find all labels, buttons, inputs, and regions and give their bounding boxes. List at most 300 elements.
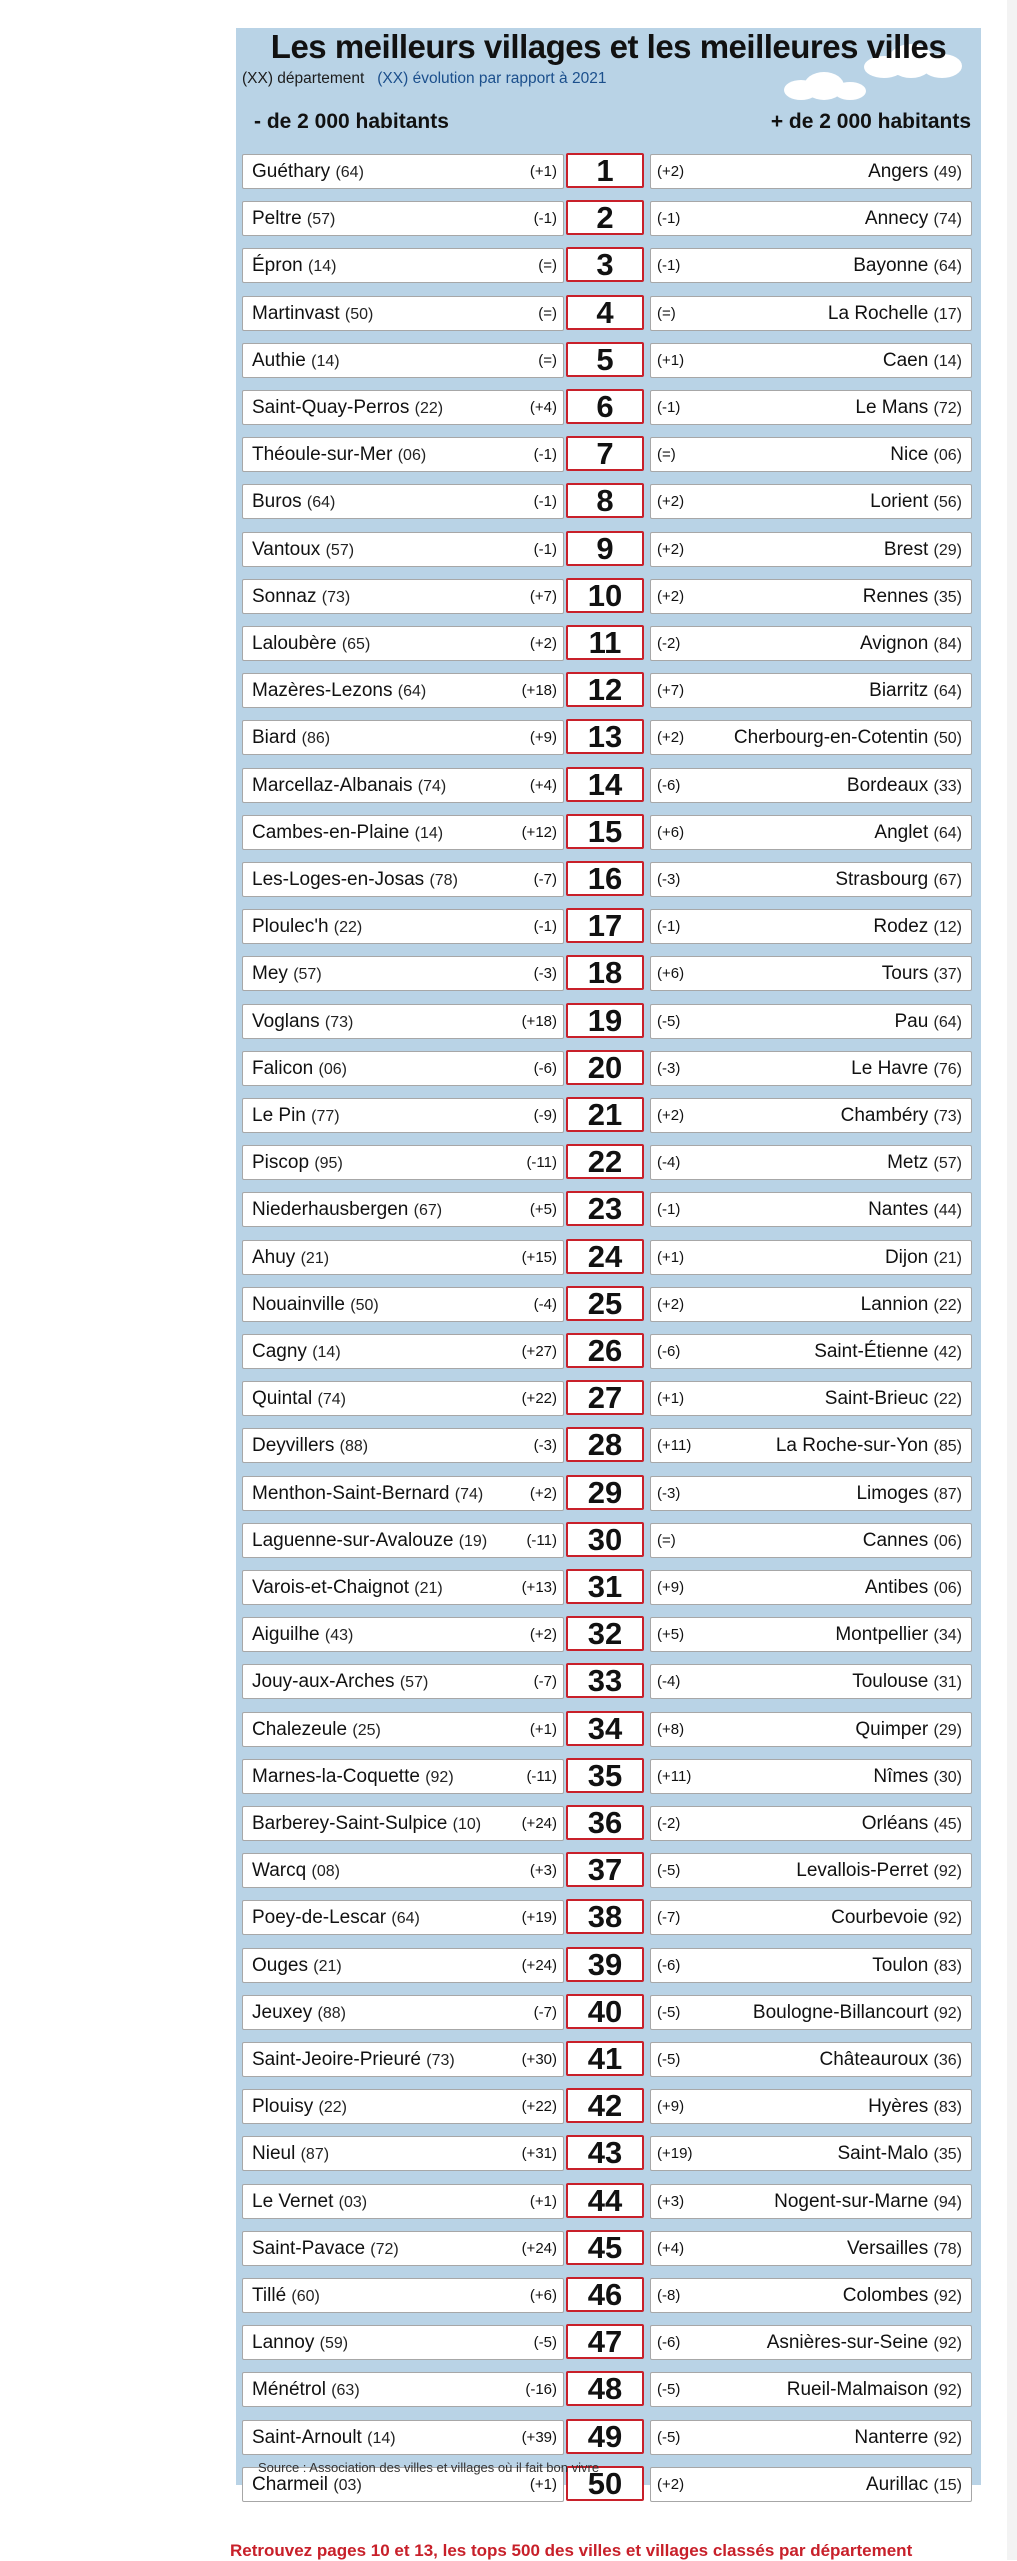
city-evolution: (=) — [657, 304, 676, 322]
page-title: Les meilleurs villages et les meilleures villes — [270, 28, 947, 65]
city-name-line — [787, 2373, 962, 2407]
city-name-line — [819, 2043, 962, 2077]
rank-number: 9 — [566, 531, 644, 566]
village-cell — [242, 1240, 564, 1275]
city-name: Metz — [887, 1152, 929, 1174]
village-name-line — [252, 155, 364, 189]
city-cell — [650, 1240, 972, 1275]
village-name-line — [252, 1618, 353, 1652]
village-cell — [242, 1712, 564, 1747]
header-cities: + de 2 000 habitants — [770, 110, 971, 133]
village-name-line — [252, 533, 354, 567]
city-cell — [650, 1712, 972, 1747]
city-department: (74) — [933, 211, 962, 229]
city-cell — [650, 1051, 972, 1086]
city-name-line — [884, 533, 962, 567]
city-department: (87) — [933, 1485, 962, 1503]
village-name: Cambes-en-Plaine — [252, 821, 410, 843]
rank-number: 18 — [566, 955, 644, 990]
city-name-line — [865, 1571, 962, 1605]
city-evolution: (+1) — [657, 1390, 685, 1408]
rank-number: 39 — [566, 1947, 644, 1982]
city-department: (92) — [933, 2004, 962, 2022]
village-cell — [242, 1098, 564, 1133]
village-evolution: (+30) — [521, 2051, 557, 2068]
city-name: Cherbourg-en-Cotentin — [733, 727, 929, 749]
village-cell — [242, 1381, 564, 1416]
city-evolution: (-5) — [657, 2428, 681, 2446]
village-evolution: (-11) — [526, 1531, 557, 1549]
village-department: (03) — [333, 2476, 362, 2494]
rank-number: 49 — [566, 2419, 644, 2454]
rank-number: 42 — [566, 2088, 644, 2123]
city-name-line — [861, 1288, 962, 1322]
village-name-line — [252, 1477, 483, 1511]
village-cell — [242, 909, 564, 944]
city-name-line — [847, 769, 962, 803]
city-cell — [650, 1617, 972, 1652]
city-name-line — [831, 1901, 962, 1935]
village-department: (72) — [370, 2240, 399, 2258]
city-evolution: (=) — [657, 446, 676, 464]
village-cell — [242, 1476, 564, 1511]
village-name-line — [252, 627, 370, 661]
rank-number: 23 — [566, 1191, 644, 1226]
village-name-line — [252, 863, 458, 897]
city-evolution: (+5) — [657, 1626, 685, 1644]
ranking-row — [236, 2325, 981, 2360]
city-name: Tours — [881, 963, 929, 985]
village-cell — [242, 1806, 564, 1841]
city-name: Boulogne-Billancourt — [752, 2001, 929, 2023]
city-name: Cannes — [862, 1529, 929, 1551]
village-department: (14) — [414, 824, 444, 842]
rank-number: 20 — [566, 1050, 644, 1085]
city-cell — [650, 1287, 972, 1322]
city-department: (50) — [933, 730, 962, 748]
city-cell — [650, 1381, 972, 1416]
village-evolution: (-5) — [533, 2334, 557, 2352]
city-evolution: (-6) — [657, 1343, 681, 1360]
city-name-line — [814, 1335, 962, 1369]
village-name: Épron — [252, 255, 303, 277]
city-cell — [650, 2136, 972, 2171]
ranking-row — [236, 1523, 981, 1558]
village-name-line — [252, 1854, 340, 1888]
village-name-line — [252, 1760, 454, 1794]
city-name: Lorient — [870, 491, 929, 513]
city-evolution: (-1) — [657, 210, 681, 228]
village-evolution: (=) — [538, 351, 557, 369]
village-name: Nouainville — [252, 1293, 345, 1315]
village-department: (57) — [293, 966, 322, 984]
city-name-line — [894, 1005, 962, 1039]
village-name: Falicon — [252, 1057, 314, 1079]
city-name: Lannion — [860, 1293, 929, 1315]
city-evolution: (+2) — [657, 729, 685, 747]
rank-number: 33 — [566, 1663, 644, 1698]
city-cell — [650, 2467, 972, 2502]
city-cell — [650, 2089, 972, 2124]
village-department: (10) — [452, 1816, 482, 1833]
city-evolution: (-5) — [657, 2051, 681, 2068]
city-cell — [650, 532, 972, 567]
village-cell — [242, 1334, 564, 1369]
city-cell — [650, 201, 972, 236]
city-name-line — [825, 1382, 962, 1416]
village-evolution: (-4) — [533, 1295, 557, 1313]
village-name-line — [252, 2137, 329, 2171]
village-department: (22) — [414, 400, 444, 417]
city-department: (72) — [933, 400, 962, 417]
village-name-line — [252, 391, 443, 425]
village-name: Saint-Jeoire-Prieuré — [252, 2049, 421, 2070]
city-department: (06) — [933, 1580, 962, 1597]
city-evolution: (+6) — [657, 965, 685, 983]
village-cell — [242, 815, 564, 850]
rank-number: 47 — [566, 2324, 644, 2359]
rank-number: 14 — [566, 767, 644, 802]
rank-number: 40 — [566, 1994, 644, 2029]
city-evolution: (-5) — [657, 1862, 681, 1880]
city-name-line — [883, 344, 962, 378]
ranking-row — [236, 579, 981, 614]
village-cell — [242, 1853, 564, 1888]
ranking-row — [236, 532, 981, 567]
village-department: (08) — [311, 1863, 340, 1881]
city-department: (64) — [933, 258, 962, 276]
city-department: (64) — [933, 1013, 962, 1031]
city-name-line — [885, 1241, 962, 1275]
city-evolution: (+1) — [657, 351, 685, 369]
village-name-line — [252, 957, 322, 991]
village-evolution: (+27) — [521, 1343, 557, 1360]
village-name: Cagny — [252, 1341, 307, 1362]
village-name: Niederhausbergen — [252, 1199, 409, 1221]
city-cell — [650, 2325, 972, 2360]
ranking-row — [236, 1428, 981, 1463]
rank-number: 21 — [566, 1097, 644, 1132]
village-name: Saint-Quay-Perros — [252, 397, 410, 418]
village-name-line — [252, 1949, 342, 1983]
city-name: Annecy — [864, 208, 929, 230]
village-cell — [242, 2184, 564, 2219]
city-evolution: (-4) — [657, 1673, 681, 1691]
village-name: Barberey-Saint-Sulpice — [252, 1813, 448, 1834]
village-cell — [242, 768, 564, 803]
city-evolution: (-1) — [657, 257, 681, 275]
village-evolution: (+3) — [529, 1862, 557, 1880]
city-name: Toulouse — [852, 1671, 929, 1693]
city-department: (78) — [933, 2240, 962, 2258]
rank-number: 50 — [566, 2466, 644, 2501]
rank-number: 11 — [566, 625, 644, 660]
city-name-line — [753, 1996, 962, 2030]
village-name: Nieul — [252, 2143, 296, 2165]
city-department: (22) — [933, 1391, 962, 1409]
village-department: (73) — [324, 1013, 354, 1031]
village-name-line — [252, 1241, 329, 1275]
city-cell — [650, 956, 972, 991]
village-name-line — [252, 1099, 340, 1133]
village-evolution: (+4) — [529, 399, 557, 416]
city-evolution: (-1) — [657, 918, 681, 936]
city-evolution: (-6) — [657, 2334, 681, 2352]
city-evolution: (+8) — [657, 1720, 685, 1738]
footer-note: Retrouvez pages 10 et 13, les tops 500 des villes et villages classés par département — [230, 2541, 913, 2560]
city-name: Anglet — [874, 821, 929, 843]
city-department: (76) — [933, 1060, 962, 1078]
village-department: (50) — [344, 305, 374, 323]
village-name: Charmeil — [252, 2473, 329, 2495]
village-evolution: (-3) — [533, 1437, 557, 1455]
ranking-row — [236, 2089, 981, 2124]
city-name: Orléans — [861, 1813, 929, 1834]
city-cell — [650, 2420, 972, 2455]
ranking-row — [236, 1051, 981, 1086]
city-evolution: (+4) — [657, 2239, 685, 2257]
city-name: Versailles — [846, 2237, 929, 2259]
city-name: Biarritz — [869, 680, 929, 702]
city-name-line — [851, 1052, 962, 1086]
city-name: Asnières-sur-Seine — [766, 2332, 929, 2354]
ranking-row — [236, 437, 981, 472]
ranking-row — [236, 720, 981, 755]
city-department: (44) — [933, 1202, 962, 1220]
village-name: Quintal — [252, 1388, 313, 1410]
city-cell — [650, 484, 972, 519]
city-department: (92) — [933, 2382, 962, 2400]
city-evolution: (+2) — [657, 1295, 685, 1313]
city-name-line — [873, 910, 962, 944]
city-department: (64) — [933, 683, 962, 701]
city-evolution: (+7) — [657, 682, 685, 700]
city-name: Strasbourg — [835, 869, 929, 890]
rank-number: 3 — [566, 247, 644, 282]
village-name-line — [252, 769, 446, 803]
village-name: Chalezeule — [252, 1718, 348, 1740]
village-evolution: (+2) — [529, 635, 557, 652]
village-name: Warcq — [252, 1860, 307, 1882]
city-cell — [650, 2278, 972, 2313]
city-department: (94) — [933, 2193, 962, 2211]
village-evolution: (-9) — [533, 1107, 557, 1124]
village-name: Varois-et-Chaignot — [252, 1577, 410, 1598]
city-cell — [650, 296, 972, 331]
village-cell — [242, 862, 564, 897]
city-cell — [650, 154, 972, 189]
village-name: Jeuxey — [252, 2001, 313, 2023]
rank-number: 6 — [566, 389, 644, 424]
village-evolution: (+15) — [521, 1248, 557, 1266]
village-cell — [242, 2278, 564, 2313]
village-cell — [242, 579, 564, 614]
village-cell — [242, 437, 564, 472]
village-name: Saint-Arnoult — [252, 2426, 362, 2448]
village-name: Guéthary — [252, 161, 331, 182]
city-cell — [650, 909, 972, 944]
village-name-line — [252, 2090, 347, 2124]
city-evolution: (-3) — [657, 871, 681, 888]
city-department: (14) — [933, 352, 962, 370]
rank-number: 26 — [566, 1333, 644, 1368]
village-department: (25) — [352, 1721, 381, 1739]
city-name-line — [776, 1429, 962, 1463]
rank-number: 38 — [566, 1899, 644, 1934]
city-cell — [650, 2372, 972, 2407]
village-name-line — [252, 910, 362, 944]
village-cell — [242, 1995, 564, 2030]
city-cell — [650, 1664, 972, 1699]
village-department: (87) — [300, 2146, 330, 2164]
ranking-row — [236, 2042, 981, 2077]
village-cell — [242, 1004, 564, 1039]
village-evolution: (-1) — [533, 493, 557, 511]
village-name: Deyvillers — [252, 1435, 335, 1457]
ranking-row — [236, 815, 981, 850]
rank-number: 22 — [566, 1144, 644, 1179]
city-evolution: (-6) — [657, 776, 681, 794]
village-name-line — [252, 2326, 348, 2360]
city-name: Quimper — [855, 1718, 929, 1740]
city-name-line — [860, 627, 962, 661]
village-name: Marcellaz-Albanais — [252, 774, 413, 796]
city-evolution: (-4) — [657, 1154, 681, 1172]
city-cell — [650, 1334, 972, 1369]
city-evolution: (+2) — [657, 493, 685, 511]
city-evolution: (+2) — [657, 2475, 685, 2493]
city-department: (83) — [933, 1957, 962, 1975]
city-cell — [650, 1004, 972, 1039]
city-department: (34) — [933, 1627, 962, 1645]
ranking-row — [236, 2184, 981, 2219]
village-department: (21) — [313, 1957, 342, 1975]
city-evolution: (-6) — [657, 1956, 681, 1974]
village-name: Mazères-Lezons — [252, 680, 393, 702]
city-department: (33) — [933, 777, 962, 795]
village-department: (03) — [338, 2193, 368, 2211]
city-cell — [650, 1853, 972, 1888]
village-cell — [242, 2231, 564, 2266]
village-department: (14) — [307, 258, 337, 276]
village-evolution: (-1) — [533, 446, 557, 464]
village-name: Le Pin — [252, 1105, 306, 1126]
village-evolution: (+2) — [529, 1484, 557, 1502]
village-name: Ploulec'h — [252, 916, 329, 938]
city-name-line — [866, 2468, 962, 2502]
village-name-line — [252, 1052, 347, 1086]
city-department: (15) — [933, 2476, 962, 2494]
village-name: Laguenne-sur-Avalouze — [252, 1529, 454, 1551]
village-department: (57) — [306, 211, 336, 229]
city-name-line — [855, 1713, 962, 1747]
city-evolution: (-1) — [657, 1201, 681, 1219]
village-name-line — [252, 721, 330, 755]
village-cell — [242, 1948, 564, 1983]
village-department: (65) — [341, 636, 371, 653]
village-evolution: (-1) — [533, 918, 557, 936]
city-department: (85) — [933, 1438, 962, 1456]
city-name-line — [843, 2279, 962, 2313]
village-name: Sonnaz — [252, 585, 317, 607]
village-cell — [242, 390, 564, 425]
rank-number: 15 — [566, 814, 644, 849]
village-name-line — [252, 1996, 346, 2030]
city-evolution: (-3) — [657, 1484, 681, 1502]
city-name-line — [874, 816, 962, 850]
city-name: Nanterre — [854, 2426, 929, 2448]
village-name: Ménétrol — [252, 2379, 326, 2401]
village-evolution: (+7) — [529, 587, 557, 605]
city-name: Rodez — [873, 916, 929, 938]
village-name: Martinvast — [252, 302, 340, 324]
village-department: (57) — [399, 1674, 429, 1692]
city-evolution: (+2) — [657, 540, 685, 558]
city-cell — [650, 343, 972, 378]
city-name-line — [852, 1665, 962, 1699]
source-note: Source : Association des villes et villages où il fait bon vivre — [258, 2460, 600, 2475]
village-evolution: (+22) — [521, 1390, 557, 1408]
city-department: (45) — [933, 1816, 962, 1833]
ranking-row — [236, 2420, 981, 2455]
city-department: (49) — [933, 164, 962, 181]
city-evolution: (-8) — [657, 2287, 681, 2304]
rank-number: 35 — [566, 1758, 644, 1793]
village-cell — [242, 201, 564, 236]
city-department: (67) — [933, 872, 962, 889]
ranking-row — [236, 343, 981, 378]
city-name-line — [865, 202, 962, 236]
city-cell — [650, 720, 972, 755]
city-evolution: (-2) — [657, 635, 681, 652]
village-cell — [242, 2325, 564, 2360]
city-name: Toulon — [872, 1954, 929, 1976]
ranking-row — [236, 2231, 981, 2266]
city-evolution: (+6) — [657, 823, 685, 841]
city-department: (06) — [933, 1532, 962, 1550]
city-department: (21) — [933, 1249, 962, 1267]
ranking-row — [236, 296, 981, 331]
city-name-line — [847, 2232, 962, 2266]
village-name-line — [252, 1193, 442, 1227]
village-name: Aiguilhe — [252, 1624, 320, 1646]
village-name-line — [252, 1005, 353, 1039]
village-cell — [242, 343, 564, 378]
village-cell — [242, 673, 564, 708]
rank-number: 46 — [566, 2277, 644, 2312]
village-name: Vantoux — [252, 538, 321, 560]
city-department: (57) — [933, 1155, 962, 1173]
rank-number: 12 — [566, 672, 644, 707]
village-evolution: (-6) — [533, 1059, 557, 1077]
ranking-row — [236, 201, 981, 236]
city-evolution: (+2) — [657, 587, 685, 605]
city-cell — [650, 1995, 972, 2030]
city-name: Bayonne — [853, 255, 929, 277]
city-name: Rennes — [862, 585, 929, 607]
village-department: (57) — [325, 541, 355, 559]
city-evolution: (+9) — [657, 2098, 685, 2116]
village-department: (92) — [425, 1768, 454, 1786]
rank-number: 10 — [566, 578, 644, 613]
village-name-line — [252, 1146, 343, 1180]
village-evolution: (+19) — [521, 1909, 557, 1927]
city-department: (31) — [933, 1674, 962, 1692]
ranking-row — [236, 626, 981, 661]
city-name-line — [837, 2137, 962, 2171]
city-evolution: (-2) — [657, 1815, 681, 1832]
ranking-row — [236, 1617, 981, 1652]
